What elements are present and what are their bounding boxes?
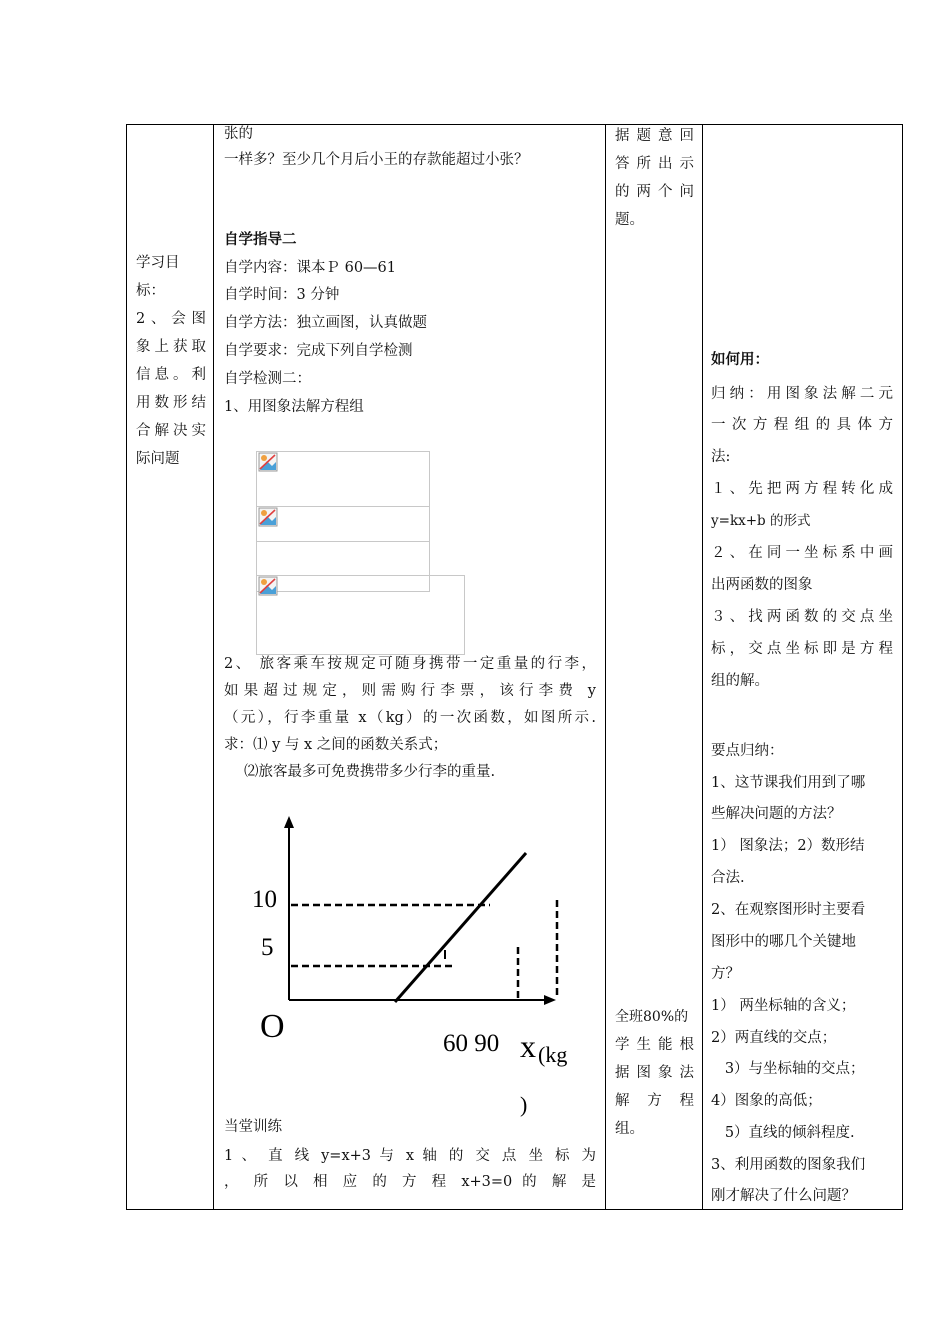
col-border-right [902, 124, 903, 1210]
guide-item: 自学时间：3 分钟 [224, 287, 340, 303]
goal-line: 标： [136, 283, 165, 299]
practice-line: 1 、 直 线 y=x+3 与 x 轴 的 交 点 坐 标 为 [224, 1148, 596, 1164]
summary-line: 2、在观察图形时主要看 [711, 902, 866, 918]
goal-line: 象上获取 [136, 339, 206, 355]
col-border-3 [702, 124, 703, 1210]
summary-line: 3）与坐标轴的交点； [711, 1061, 865, 1077]
problem-line: 如果超过规定，则需购行李票，该行李费 y [224, 683, 596, 699]
summary-title: 要点归纳： [711, 743, 784, 759]
summary-line: 3、利用函数的图象我们 [711, 1157, 866, 1173]
content-line: 张的 [224, 126, 253, 142]
col-border-2 [605, 124, 606, 1210]
summary-line: 4）图象的高低； [711, 1093, 822, 1109]
table-bottom-border [126, 1209, 903, 1210]
summary-line: 方？ [711, 966, 740, 982]
activity-line: 组。 [615, 1121, 644, 1137]
equation-image-placeholder [256, 575, 465, 655]
how-line: １、先把两方程转化成 [711, 481, 893, 497]
activity-line: 解方程 [615, 1093, 694, 1109]
y-axis-arrow [284, 816, 294, 828]
summary-line: 些解决问题的方法？ [711, 806, 842, 822]
goal-line: 用数形结 [136, 395, 206, 411]
col-border-1 [213, 124, 214, 1210]
x-axis-unit: (kg [538, 1042, 568, 1067]
activity-line: 答所出示 [615, 156, 694, 172]
practice-title: 当堂训练 [224, 1119, 282, 1135]
guide-item: 自学要求：完成下列自学检测 [224, 343, 413, 359]
problem-line: 2、 旅客乘车按规定可随身携带一定重量的行李， [224, 656, 596, 672]
x-tick-labels: 60 90 [443, 1030, 500, 1057]
how-line: ３、找两函数的交点坐 [711, 609, 893, 625]
content-line: 一样多？至少几个月后小王的存款能超过小张？ [224, 152, 529, 168]
guide-item: 1、用图象法解方程组 [224, 399, 364, 415]
problem-line: （元），行李重量 x（kg）的一次函数，如图所示. [224, 710, 596, 726]
how-line: 法: [711, 449, 731, 465]
goal-line: 学习目 [136, 255, 180, 271]
guide-item: 自学检测二： [224, 371, 311, 387]
guide-title: 自学指导二 [224, 231, 297, 248]
fee-function-line [395, 853, 526, 1002]
how-line: y=kx+b 的形式 [711, 513, 811, 529]
summary-line: 图形中的哪几个关键地 [711, 934, 856, 950]
activity-line: 学生能根 [615, 1037, 694, 1053]
activity-line: 的两个问 [615, 184, 694, 200]
activity-line: 据题意回 [615, 128, 694, 144]
activity-line: 据图象法 [615, 1065, 694, 1081]
problem-line: ⑵旅客最多可免费携带多少行李的重量. [244, 764, 496, 780]
summary-line: 合法. [711, 870, 745, 886]
broken-image-icon [258, 507, 278, 527]
summary-line: 2）两直线的交点； [711, 1030, 837, 1046]
origin-label: O [260, 1008, 285, 1045]
practice-line: ， 所 以 相 应 的 方 程 x+3=0 的 解 是 [224, 1174, 596, 1190]
summary-line: 5）直线的倾斜程度. [711, 1125, 855, 1141]
summary-line: 1） 图象法；2）数形结 [711, 838, 865, 854]
fee-graph [240, 810, 580, 1020]
x-axis-unit-close: ) [520, 1092, 528, 1117]
how-line: ２、在同一坐标系中画 [711, 545, 893, 561]
how-line: 组的解。 [711, 673, 769, 689]
equation-image-placeholder [256, 506, 430, 542]
guide-item: 自学内容：课本Ｐ 60—61 [224, 260, 397, 276]
goal-line: 际问题 [136, 451, 180, 467]
activity-line: 题。 [615, 212, 644, 228]
broken-image-icon [258, 576, 278, 596]
summary-line: 1、这节课我们用到了哪 [711, 775, 866, 791]
how-line: 一次方程组的具体方 [711, 417, 893, 433]
how-line: 归纳：用图象法解二元 [711, 386, 893, 402]
summary-line: 刚才解决了什么问题？ [711, 1188, 856, 1204]
broken-image-icon [258, 452, 278, 472]
how-title: 如何用： [711, 351, 769, 368]
goal-line: 2、会图 [136, 311, 206, 327]
how-line: 出两函数的图象 [711, 577, 813, 593]
problem-line: 求：⑴ y 与 x 之间的函数关系式； [224, 737, 448, 753]
x-axis-arrow [544, 995, 556, 1005]
col-border-left [126, 124, 127, 1210]
activity-line: 全班80%的 [615, 1009, 689, 1025]
summary-line: 1） 两坐标轴的含义； [711, 998, 856, 1014]
y-label-5: 5 [261, 934, 274, 961]
y-label-10: 10 [252, 886, 277, 913]
x-axis-label: x [520, 1028, 536, 1064]
guide-item: 自学方法：独立画图，认真做题 [224, 315, 427, 331]
goal-line: 合解决实 [136, 423, 206, 439]
goal-line: 信息。利 [136, 367, 206, 383]
how-line: 标，交点坐标即是方程 [711, 641, 893, 657]
